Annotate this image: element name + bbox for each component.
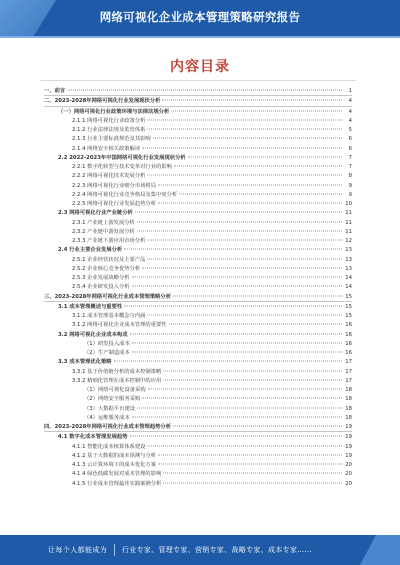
toc-entry-label: 2.2.4 网络可视化行业竞争格局及集中度分析 (72, 191, 178, 198)
toc-title-divider (40, 80, 356, 81)
toc-leader-dots (147, 315, 342, 316)
toc-entry[interactable] (44, 181, 352, 190)
toc-entry-page: 17 (345, 368, 352, 375)
toc-entry[interactable] (44, 107, 352, 116)
footer-slogan: 让每个人都能成为 (48, 546, 108, 554)
toc-title: 内容目录 (170, 59, 230, 75)
toc-entry-label: （2）网络安全服务采购 (84, 396, 141, 403)
toc-leader-dots (158, 184, 342, 185)
toc-leader-dots (158, 203, 342, 204)
toc-entry[interactable] (44, 330, 352, 339)
toc-entry[interactable] (44, 442, 352, 451)
toc-entry[interactable] (44, 479, 352, 488)
toc-leader-dots (148, 389, 342, 390)
toc-entry-page: 18 (345, 414, 352, 421)
toc-entry-label: （1）研发投入成本 (84, 340, 130, 347)
toc-entry-label: 2.2.1 数字化转型与技术变革对行业的影响 (72, 164, 172, 170)
toc-entry-label: 3.2 网络可视化企业成本构成 (58, 331, 128, 338)
toc-entry[interactable] (44, 469, 352, 478)
toc-entry-page: 18 (345, 396, 352, 403)
toc-entry-label: 4.1.2 基于大数据的成本预测与分析 (72, 452, 157, 459)
toc-leader-dots (132, 342, 342, 343)
toc-entry[interactable] (44, 282, 352, 291)
toc-entry[interactable] (44, 144, 352, 153)
toc-entry-label: 2.2.5 网络可视化行业发展趋势分析 (72, 201, 157, 207)
toc-entry-label: 2.5.2 企业核心竞争优势分析 (72, 265, 141, 272)
toc-entry[interactable] (44, 404, 352, 413)
toc-entry-page: 8 (348, 173, 352, 180)
table-of-contents (44, 86, 352, 488)
toc-entry[interactable] (44, 208, 352, 217)
toc-entry-label: 3.1 成本管理概述与重要性 (58, 303, 123, 310)
toc-entry-page: 4 (348, 98, 352, 105)
toc-entry[interactable] (44, 320, 352, 329)
toc-entry-page: 20 (345, 462, 352, 468)
toc-entry[interactable] (44, 134, 352, 143)
header-band (0, 0, 400, 36)
toc-entry-label: 2.1.3 行业主要标准规范及其影响 (72, 136, 151, 143)
toc-entry-page: 14 (345, 284, 352, 291)
toc-entry[interactable] (44, 236, 352, 245)
toc-entry-page: 13 (345, 256, 352, 263)
toc-entry-label: 4.1.1 智能化成本核算体系建设 (72, 443, 146, 450)
toc-leader-dots (163, 379, 342, 380)
toc-entry[interactable] (44, 376, 352, 385)
toc-leader-dots (132, 416, 342, 417)
toc-entry-label: 2.4 行业主要企业发展分析 (58, 247, 123, 254)
toc-entry-page: 5 (348, 127, 352, 133)
toc-leader-dots (142, 267, 342, 268)
toc-entry-label: 2.5.4 企业研发投入分析 (72, 284, 130, 291)
toc-leader-dots (132, 286, 342, 287)
toc-entry[interactable] (44, 190, 352, 199)
toc-leader-dots (67, 90, 342, 91)
toc-entry-page: 18 (345, 387, 352, 393)
footer-band (0, 535, 400, 565)
toc-entry[interactable] (44, 264, 352, 273)
report-title: 网络可视化企业成本管理策略研究报告 (99, 10, 301, 24)
toc-entry-page: 4 (348, 117, 352, 124)
toc-leader-dots (188, 156, 342, 157)
toc-leader-dots (114, 361, 342, 362)
toc-entry-label: 四、2023-2028年网络可视化行业成本管理趋势分析 (44, 424, 172, 430)
toc-entry-page: 16 (345, 322, 352, 329)
toc-leader-dots (130, 436, 343, 437)
toc-entry[interactable] (44, 245, 352, 254)
toc-leader-dots (142, 398, 342, 399)
toc-entry-page: 15 (345, 293, 352, 300)
toc-entry-page: 19 (345, 434, 352, 441)
toc-leader-dots (179, 193, 342, 194)
toc-entry[interactable] (44, 273, 352, 282)
toc-leader-dots (163, 370, 342, 371)
toc-leader-dots (158, 464, 342, 465)
toc-leader-dots (174, 166, 342, 167)
toc-entry-label: （2）生产制造成本 (84, 350, 130, 356)
toc-leader-dots (132, 352, 342, 353)
toc-leader-dots (163, 473, 342, 474)
header-divider (0, 36, 400, 38)
toc-leader-dots (147, 129, 342, 130)
toc-leader-dots (147, 119, 342, 120)
toc-entry-page: 7 (348, 164, 352, 170)
toc-entry-page: 10 (345, 201, 352, 207)
toc-leader-dots (163, 482, 342, 483)
toc-entry-page: 6 (348, 136, 352, 143)
toc-entry-page: 9 (348, 191, 352, 198)
toc-entry-page: 11 (345, 210, 352, 217)
toc-leader-dots (147, 240, 342, 241)
toc-entry[interactable] (44, 413, 352, 422)
toc-entry[interactable] (44, 153, 352, 162)
toc-leader-dots (147, 175, 342, 176)
toc-entry-page: 19 (345, 424, 352, 430)
toc-entry[interactable] (44, 162, 352, 171)
toc-entry[interactable] (44, 460, 352, 469)
toc-entry[interactable] (44, 227, 352, 236)
toc-entry[interactable] (44, 357, 352, 366)
footer-expert-list: 行业专家、管理专家、营销专家、战略专家、成本专家…… (122, 546, 312, 554)
footer-divider (114, 544, 115, 556)
toc-entry-page: 13 (345, 247, 352, 254)
toc-entry-label: 2.2 2022-2023年中国网络可视化行业发展现状分析 (58, 154, 186, 161)
toc-entry-page: 13 (345, 265, 352, 272)
toc-entry[interactable] (44, 86, 352, 96)
toc-entry-label: （4）运维服务成本 (84, 414, 130, 421)
toc-entry[interactable] (44, 116, 352, 125)
toc-leader-dots (162, 100, 342, 101)
toc-entry-label: 3.1.1 成本管理基本概念与内涵 (72, 313, 146, 319)
toc-entry-label: 4.1.3 云计算环境下的成本优化方案 (72, 462, 157, 468)
toc-entry-page: 4 (348, 108, 352, 115)
toc-leader-dots (147, 258, 342, 259)
toc-entry-page: 11 (345, 228, 352, 235)
toc-entry-page: 6 (348, 145, 352, 152)
toc-entry-page: 16 (345, 331, 352, 338)
toc-entry[interactable] (44, 339, 352, 348)
toc-entry-page: 12 (345, 238, 352, 244)
toc-entry[interactable] (44, 367, 352, 376)
toc-entry[interactable] (44, 302, 352, 311)
toc-entry-label: 三、2023-2028年网络可视化行业成本管理策略分析 (44, 293, 172, 300)
toc-leader-dots (142, 147, 342, 148)
toc-leader-dots (173, 426, 342, 427)
toc-leader-dots (124, 305, 342, 306)
toc-entry-label: 一、前言 (44, 88, 66, 94)
toc-entry-label: 2.2.2 网络可视化技术发展分析 (72, 173, 146, 180)
toc-entry-page: 19 (345, 452, 352, 459)
toc-entry-label: 2.3.1 产业链上游发展分析 (72, 219, 135, 226)
toc-entry-label: 4.1 数字化成本管理发展趋势 (58, 434, 128, 441)
toc-entry-label: 3.3.1 基于价值链分析的成本控制策略 (72, 368, 162, 375)
toc-entry-page: 18 (345, 405, 352, 412)
toc-entry[interactable] (44, 311, 352, 320)
toc-entry-label: （3）大数据平台建设 (84, 405, 136, 412)
toc-entry-page: 20 (345, 471, 352, 478)
toc-entry-page: 15 (345, 303, 352, 310)
toc-entry-label: 2.1.4 网络安全相关政策解读 (72, 145, 141, 152)
toc-leader-dots (137, 230, 342, 231)
toc-entry[interactable] (44, 125, 352, 134)
toc-entry-label: 3.3.2 精细化管理在成本控制中的应用 (72, 377, 162, 384)
toc-entry-label: 2.2.3 网络可视化行业细分市场格局 (72, 182, 157, 189)
toc-entry-label: 2.3 网络可视化行业产业链分析 (58, 210, 133, 217)
toc-entry-label: （1）网络可视化设备采购 (84, 387, 146, 393)
toc-entry-page: 15 (345, 313, 352, 319)
toc-leader-dots (135, 212, 342, 213)
toc-leader-dots (130, 333, 343, 334)
toc-leader-dots (137, 407, 342, 408)
toc-entry[interactable] (44, 422, 352, 432)
toc-entry-page: 16 (345, 340, 352, 347)
footer-accent-shape (360, 535, 400, 565)
toc-entry-label: 二、2023-2028年网络可视化行业发展现状分析 (44, 98, 161, 105)
toc-entry-page: 9 (348, 182, 352, 189)
toc-entry-page: 20 (345, 480, 352, 487)
toc-leader-dots (173, 295, 342, 296)
toc-leader-dots (153, 138, 342, 139)
toc-leader-dots (124, 249, 342, 250)
toc-entry-page: 14 (345, 275, 352, 281)
toc-entry-label: 4.1.5 行业成本管理最佳实践案例分析 (72, 480, 162, 487)
toc-entry-page: 19 (345, 443, 352, 450)
toc-entry-label: 3.3 成本管理优化策略 (58, 359, 112, 366)
toc-leader-dots (137, 221, 342, 222)
toc-entry-label: 2.3.3 产业链下游应用市场分析 (72, 238, 146, 244)
toc-entry[interactable] (44, 451, 352, 460)
toc-entry-label: 2.5.1 企业经营状况及主要产品 (72, 256, 146, 263)
toc-entry-page: 17 (345, 359, 352, 366)
toc-entry[interactable] (44, 385, 352, 394)
toc-leader-dots (171, 110, 342, 111)
toc-entry[interactable] (44, 394, 352, 403)
toc-entry-page: 17 (345, 377, 352, 384)
toc-entry-page: 7 (348, 154, 352, 161)
toc-entry-page: 1 (348, 88, 352, 94)
toc-entry[interactable] (44, 292, 352, 302)
toc-leader-dots (132, 277, 342, 278)
toc-entry-label: 2.5.3 企业发展战略分析 (72, 275, 130, 281)
toc-entry-page: 16 (345, 350, 352, 356)
toc-entry-label: 2.1.1 网络可视化行业政策分析 (72, 117, 146, 124)
toc-entry-label: 2.3.2 产业链中游发展分析 (72, 228, 135, 235)
toc-leader-dots (158, 454, 342, 455)
toc-entry-label: 3.1.2 网络可视化企业成本管理的重要性 (72, 322, 167, 329)
toc-entry[interactable] (44, 255, 352, 264)
toc-entry[interactable] (44, 218, 352, 227)
toc-entry-page: 11 (345, 219, 352, 226)
toc-entry[interactable] (44, 348, 352, 357)
toc-entry[interactable] (44, 199, 352, 208)
toc-entry-label: （一）网络可视化行业政策环境与法律法规分析 (58, 108, 170, 115)
toc-entry[interactable] (44, 171, 352, 180)
toc-entry-label: 4.1.4 绿色低碳发展对成本管理的影响 (72, 471, 162, 478)
toc-leader-dots (147, 445, 342, 446)
toc-entry[interactable] (44, 96, 352, 106)
toc-entry-label: 2.1.2 行业法律法规及监管体系 (72, 127, 146, 133)
toc-leader-dots (169, 324, 342, 325)
toc-entry[interactable] (44, 432, 352, 441)
